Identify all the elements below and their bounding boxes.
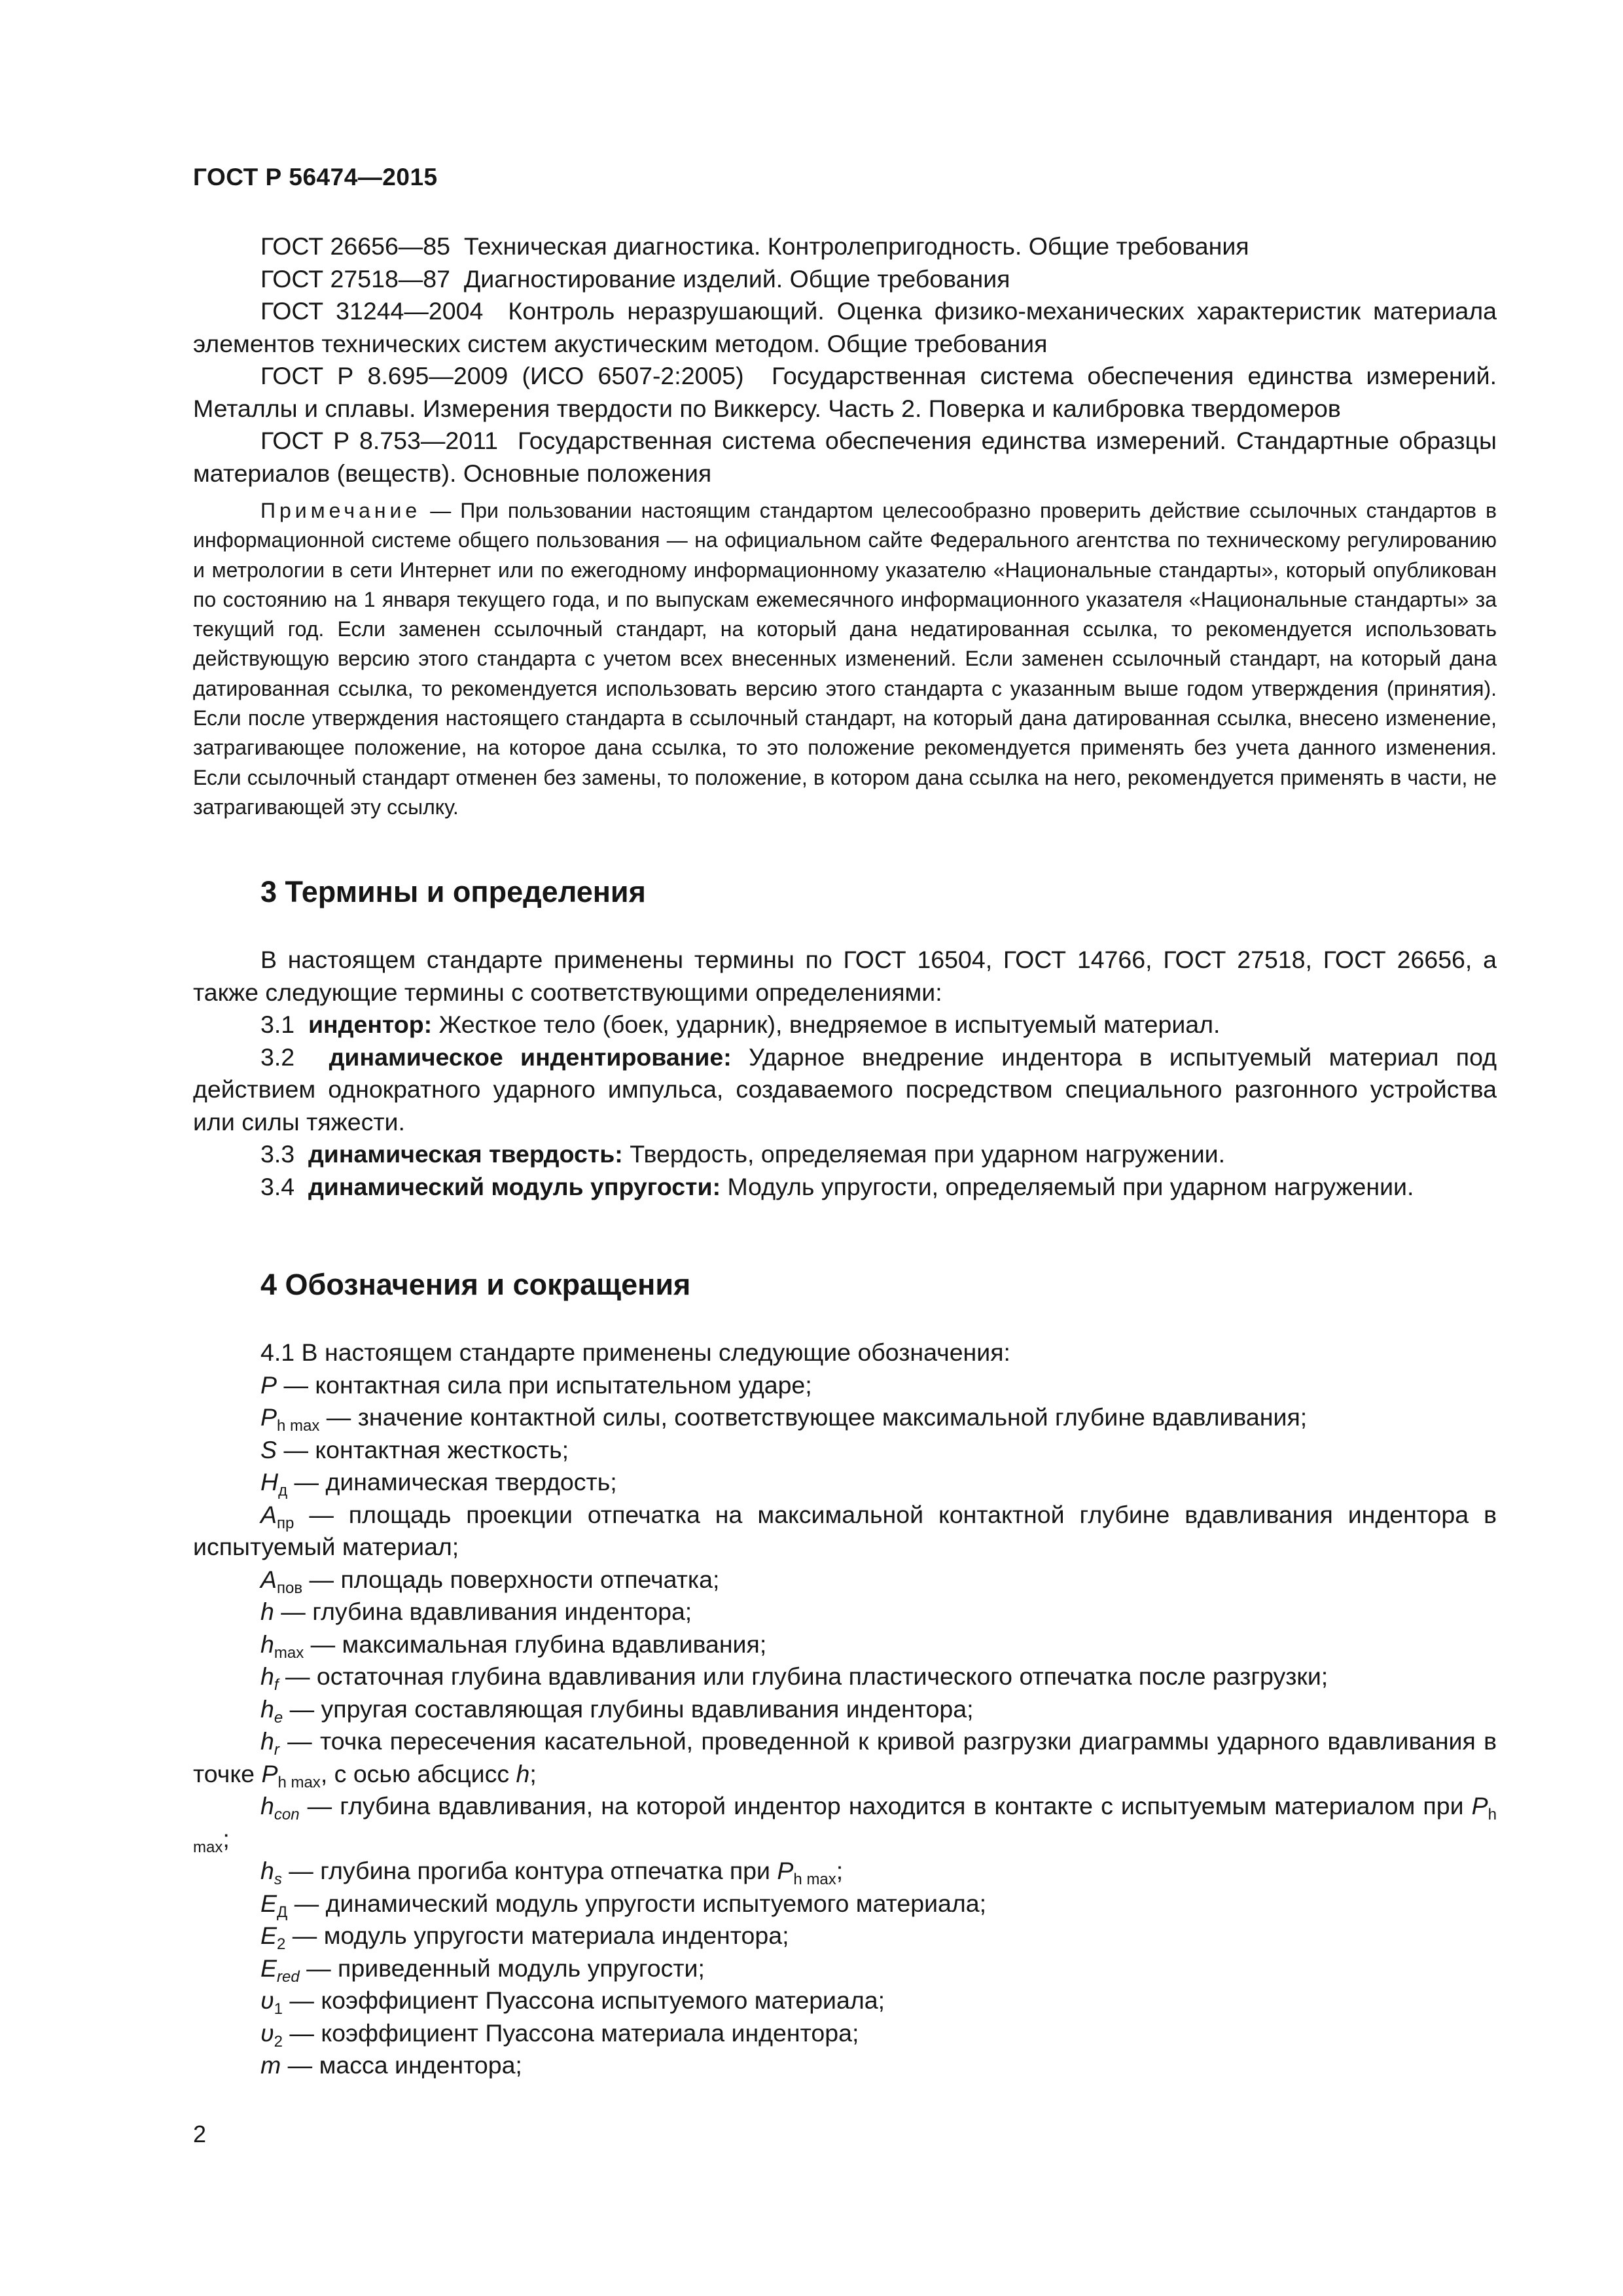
section-4-title: 4 Обозначения и сокращения [260, 1268, 691, 1301]
symbol-item [193, 1855, 1497, 1888]
symbol-item [193, 2017, 1497, 2050]
symbol: h [260, 1727, 274, 1755]
term-item: 3.1 индентор: Жесткое тело (боек, ударник), внедряемое в испытуемый материал. [260, 1011, 1221, 1038]
symbol-subscript: 1 [274, 2000, 283, 2018]
term-item: 3.3 динамическая твердость: Твердость, определяемая при ударном нагружении. [260, 1140, 1226, 1168]
symbol-description: — коэффициент Пуассона испытуемого материала; [289, 1986, 885, 2014]
symbol: P [261, 1759, 278, 1787]
symbol-description: — масса индентора; [287, 2051, 522, 2079]
symbol-item [193, 1499, 1497, 1564]
symbol-subscript: e [274, 1708, 283, 1727]
symbol-description: ; [836, 1857, 844, 1884]
symbol: S [260, 1435, 277, 1463]
symbol-item [193, 1434, 1497, 1467]
symbol: P [1471, 1792, 1488, 1820]
symbol-subscript: Д [277, 1903, 288, 1921]
symbol-description: — коэффициент Пуассона материала индентора; [289, 2018, 859, 2047]
section-3 [193, 876, 1497, 908]
symbol-description: — глубина вдавливания индентора; [281, 1598, 692, 1625]
symbol: P [777, 1857, 794, 1884]
symbol: P [260, 1403, 277, 1431]
reference-item: ГОСТ 26656—85 Техническая диагностика. Контролепригодность. Общие требования [260, 232, 1249, 260]
symbol: υ [260, 1986, 274, 2014]
symbol-subscript: пр [277, 1514, 294, 1532]
note-text: Примечание — При пользовании настоящим стандартом целесообразно проверить действие ссылочных стандартов в информационной системе общего пользования — на официальном сайте Федерального агентства по техническому регулированию и метрологии в сети Интернет или по ежегодному информационному указателю «Национальные стандарты», который опубликован по состоянию на 1 января текущего года, и по выпускам ежемесячного информационного указателя «Национальные стандарты» за текущий год. Если заменен ссылочный стандарт, на который дана недатированная ссылка, то рекомендуется использовать действующую версию этого стандарта с учетом всех внесенных изменений. Если заменен ссылочный стандарт, на который дана датированная ссылка, то рекомендуется использовать версию этого стандарта с указанным выше годом утверждения (принятия). Если после утверждения настоящего стандарта в ссылочный стандарт, на который дана датированная ссылка, внесено изменение, затрагивающее положение, на которое дана ссылка, то это положение рекомендуется применять без учета данного изменения. Если ссылочный стандарт отменен без замены, то положение, в котором дана ссылка на него, рекомендуется применять в части, не затрагивающей эту ссылку. [193, 499, 1497, 819]
symbol: m [260, 2051, 281, 2079]
symbol: H [260, 1468, 279, 1496]
symbol-subscript: h max [193, 1806, 1497, 1856]
symbol-subscript: s [274, 1871, 282, 1888]
term-item: 3.2 динамическое индентирование: Ударное внедрение индентора в испытуемый материал под действием однократного ударного импульса, создаваемого посредством специального разгонного устройства или силы тяжести. [193, 1043, 1497, 1136]
note-label: Примечание [260, 499, 421, 522]
symbol-description: — контактная жесткость; [283, 1435, 569, 1463]
symbol-description: — остаточная глубина вдавливания или глубина пластического отпечатка после разгрузки; [285, 1662, 1329, 1690]
reference-item: ГОСТ Р 8.695—2009 (ИСО 6507-2:2005) Государственная система обеспечения единства измерений. Металлы и сплавы. Измерения твердости по Виккерсу. Часть 2. Поверка и калибровка твердомеров [193, 362, 1497, 422]
section-3-body [193, 944, 1497, 1203]
symbol-description: — точка пересечения касательной, проведенной к кривой разгрузки диаграммы ударного вдавливания в точке [193, 1727, 1497, 1787]
note-block [193, 496, 1497, 822]
symbol-description: , с осью абсцисс [320, 1759, 510, 1787]
symbol: A [260, 1565, 277, 1593]
symbol: h [516, 1759, 530, 1787]
symbol-subscript: con [274, 1806, 300, 1823]
symbol-item [193, 1564, 1497, 1596]
symbol-item [193, 1952, 1497, 1985]
symbol-description: — максимальная глубина вдавливания; [310, 1630, 767, 1658]
symbol-description: — динамическая твердость; [294, 1468, 617, 1496]
symbol-subscript: red [277, 1967, 300, 1986]
symbol-description: ; [223, 1824, 230, 1852]
term-item: 3.4 динамический модуль упругости: Модуль упругости, определяемый при ударном нагружении. [260, 1172, 1414, 1200]
symbol: h [260, 1695, 274, 1723]
symbol: h [260, 1630, 274, 1658]
symbol-item [193, 1725, 1497, 1790]
symbol-item [193, 1369, 1497, 1402]
symbol: h [260, 1792, 274, 1820]
section-3-intro: В настоящем стандарте применены термины по ГОСТ 16504, ГОСТ 14766, ГОСТ 27518, ГОСТ 26656, а также следующие термины с соответствующими определениями: [193, 946, 1497, 1006]
symbol-item [193, 1628, 1497, 1661]
symbol: E [260, 1922, 277, 1949]
symbol-item [193, 2049, 1497, 2082]
symbol-description: — глубина вдавливания, на которой индентор находится в контакте с испытуемым материалом при [307, 1792, 1464, 1820]
symbol-description: — приведенный модуль упругости; [306, 1954, 705, 1982]
symbol-description: — значение контактной силы, соответствующее максимальной глубине вдавливания; [326, 1403, 1308, 1431]
symbol-subscript: 2 [274, 2032, 283, 2051]
symbol-subscript: h max [277, 1773, 321, 1791]
symbol-subscript: д [278, 1482, 288, 1499]
symbol-item [193, 1790, 1497, 1855]
document-header: ГОСТ Р 56474—2015 [193, 164, 438, 190]
symbol-description: — глубина прогиба контура отпечатка при [289, 1857, 770, 1884]
symbol: h [260, 1662, 274, 1690]
section-3-title: 3 Термины и определения [260, 875, 646, 908]
symbol-subscript: пов [277, 1579, 303, 1597]
symbol: h [260, 1598, 274, 1625]
symbol-item [193, 1920, 1497, 1952]
symbol-subscript: r [274, 1741, 279, 1759]
symbol-subscript: h max [793, 1871, 836, 1888]
section-4-body [193, 1336, 1497, 2082]
section-4 [193, 1268, 1497, 1301]
symbol: υ [260, 2018, 274, 2047]
symbol: h [260, 1857, 274, 1884]
symbol-description: — площадь поверхности отпечатка; [309, 1565, 720, 1593]
section-4-intro: 4.1 В настоящем стандарте применены следующие обозначения: [260, 1338, 1010, 1366]
symbol: P [260, 1371, 277, 1399]
symbol-subscript: max [274, 1643, 304, 1662]
page-number: 2 [193, 2121, 207, 2147]
symbol-description: — площадь проекции отпечатка на максимальной контактной глубине вдавливания индентора в испытуемый материал; [193, 1500, 1497, 1560]
symbol-description: — контактная сила при испытательном ударе; [283, 1371, 812, 1399]
symbol-description: — динамический модуль упругости испытуемого материала; [294, 1889, 987, 1917]
symbol-description: ; [529, 1759, 537, 1787]
symbol-subscript: f [274, 1676, 279, 1694]
symbol: E [260, 1954, 277, 1982]
symbol-item [193, 1660, 1497, 1693]
reference-item: ГОСТ Р 8.753—2011 Государственная система обеспечения единства измерений. Стандартные образцы материалов (веществ). Основные положения [193, 427, 1497, 487]
symbol-item [193, 1401, 1497, 1434]
symbols-list [193, 1369, 1497, 2082]
symbol-subscript: h max [277, 1417, 320, 1435]
symbol-item [193, 1693, 1497, 1726]
symbol-description: — упругая составляющая глубины вдавливания индентора; [289, 1695, 974, 1723]
reference-item: ГОСТ 31244—2004 Контроль неразрушающий. Оценка физико-механических характеристик материала элементов технических систем акустическим методом. Общие требования [193, 297, 1497, 357]
symbol-subscript: 2 [277, 1935, 286, 1953]
reference-item: ГОСТ 27518—87 Диагностирование изделий. Общие требования [260, 264, 1010, 293]
symbol-item [193, 1984, 1497, 2017]
references-list [193, 230, 1497, 490]
symbol-item [193, 1596, 1497, 1628]
symbol: A [260, 1500, 277, 1528]
symbol: E [260, 1889, 277, 1917]
symbol-item [193, 1466, 1497, 1499]
symbol-description: — модуль упругости материала индентора; [292, 1922, 789, 1949]
symbol-item [193, 1888, 1497, 1920]
